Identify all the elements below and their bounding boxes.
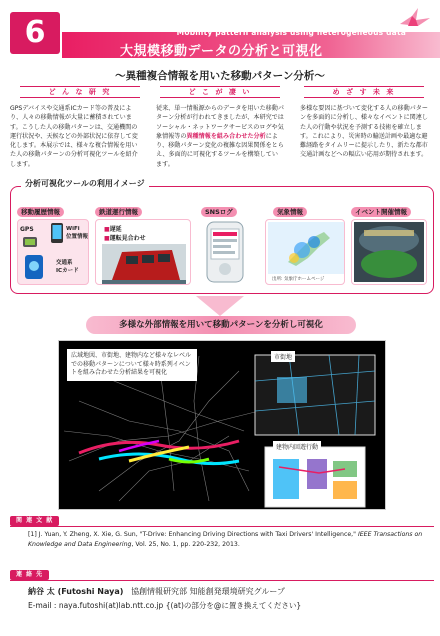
- contact-name-line: [28, 586, 285, 597]
- down-arrow-icon: [196, 296, 244, 316]
- card-sns: [197, 219, 257, 285]
- map-label-building: 建物内回遊行動: [273, 441, 321, 452]
- sub-title: 〜異種複合情報を用いた移動パターン分析〜: [115, 70, 325, 82]
- column-heading-novelty: ど こ が 凄 い: [160, 86, 280, 98]
- contact-name: 納谷 太 (Futoshi Naya): [28, 587, 124, 596]
- suspend-label: [104, 233, 146, 242]
- card-mobility-history: [17, 219, 89, 285]
- reference-text-after: , Vol. 25, No. 1, pp. 220-232, 2013.: [131, 540, 240, 548]
- delay-marker-icon: ■: [104, 226, 110, 233]
- usage-image-title: 分析可視化ツールの利用イメージ: [21, 178, 149, 189]
- references-heading: 関 連 文 献: [10, 516, 59, 526]
- contact-affiliation: 協創情報研究部 知能創発環境研究グループ: [131, 587, 285, 596]
- email-label: E-mail :: [28, 601, 57, 610]
- weather-credit: 出所: 気象庁ホームページ: [272, 277, 325, 282]
- card-weather: [265, 219, 345, 285]
- gps-label: GPS: [20, 226, 34, 233]
- suspend-text: 運転見合わせ: [109, 235, 146, 242]
- weather-map-icon: [268, 222, 344, 274]
- reference-text-before: [1] J. Yuan, Y. Zheng, X. Xie, G. Sun, "T-Drive: Enhancing Driving Directions with Taxi Drivers' Intelligence,": [28, 531, 358, 538]
- column-text-what: GPSデバイスや交通系ICカード等の普及により、人々の移動情報が大量に蓄積されています。こうした人の移動パターンは、交通機関の運行状況や、天候などの外部状況に依存して変化します。本展示では、様々な複合情報を用いた人の移動パターンの分析可視化ツールを紹介します。: [10, 105, 138, 168]
- map-label-city: 市街地: [271, 351, 295, 362]
- novelty-text-after: により、移動パターン変化の複雑な因果関係をとらえ、多面的に可視化するツールを構築しています。: [156, 132, 284, 168]
- reference-entry: [28, 530, 428, 549]
- map-note: 広域地図、市街地、建物内など様々なレベルでの移動パターンについて様々時系列イベントを組み合わせた分析結果を可視化: [67, 349, 197, 381]
- card-event: [351, 219, 427, 285]
- contact-divider: [10, 580, 434, 581]
- main-title: 大規模移動データの分析と可視化: [120, 44, 323, 59]
- tag-railway-operation: 鉄道運行情報: [95, 207, 142, 217]
- ic-card-label: 交通系 ICカード: [56, 260, 79, 274]
- novelty-text-before: 従来、単一情報源からのデータを用いた移動パターン分析が行われてきましたが、本研究ではソーシャル・ネットワークサービスのログや気象情報等の: [156, 105, 284, 140]
- contact-heading: 連 絡 先: [10, 570, 49, 580]
- mobile-phone-icon: [205, 221, 245, 283]
- column-heading-what: ど ん な 研 究: [20, 86, 140, 98]
- section-number: 6: [10, 12, 60, 54]
- delay-label: [104, 224, 122, 233]
- email-note: {(at)の部分を@に置き換えてください}: [165, 601, 302, 610]
- tag-mobility-history: 移動履歴情報: [17, 207, 64, 217]
- tag-weather: 気象情報: [273, 207, 307, 217]
- references-divider: [10, 526, 434, 527]
- ic-card-icon: [24, 254, 44, 280]
- tag-sns-log: SNSログ: [201, 207, 237, 217]
- suspend-marker-icon: ■: [104, 235, 110, 242]
- novelty-highlight: 異種情報を組み合わせた分析: [186, 132, 266, 140]
- train-photo-icon: [102, 244, 186, 284]
- stadium-photo-icon: [354, 222, 424, 282]
- column-text-novelty: [156, 104, 284, 169]
- usage-image-panel: [10, 179, 434, 294]
- paper-crane-icon: [398, 6, 432, 32]
- map-visualization: [58, 340, 386, 510]
- delay-text: 遅延: [109, 226, 122, 233]
- reference-journal: IEEE Transactions on Knowledge and Data Engineering: [28, 531, 423, 548]
- gps-device-icon: [22, 236, 38, 248]
- smartphone-icon: [50, 222, 64, 244]
- analysis-banner: 多様な外部情報を用いて移動パターンを分析し可視化: [86, 316, 356, 334]
- tag-event: イベント開催情報: [351, 207, 411, 217]
- wifi-label: WiFi 位置情報: [66, 226, 89, 240]
- column-text-future: 多様な要因に基づいて変化する人の移動パターンを多面的に分析し、様々なイベントに関連した人の行動や状況を予測する技術を確立します。これにより、災害時の輸送計画や最適な避難経路をタイムリーに提示したり、新たな都市交通計画などへの幅広い応用が期待されます。: [300, 105, 428, 159]
- subtitle-en: Mobility pattern analysis using heterogeneous data: [176, 28, 406, 37]
- contact-email-line: [28, 600, 301, 611]
- email-address[interactable]: naya.futoshi(at)lab.ntt.co.jp: [58, 601, 164, 610]
- card-railway: [95, 219, 191, 285]
- column-heading-future: め ざ す 未 来: [304, 86, 424, 98]
